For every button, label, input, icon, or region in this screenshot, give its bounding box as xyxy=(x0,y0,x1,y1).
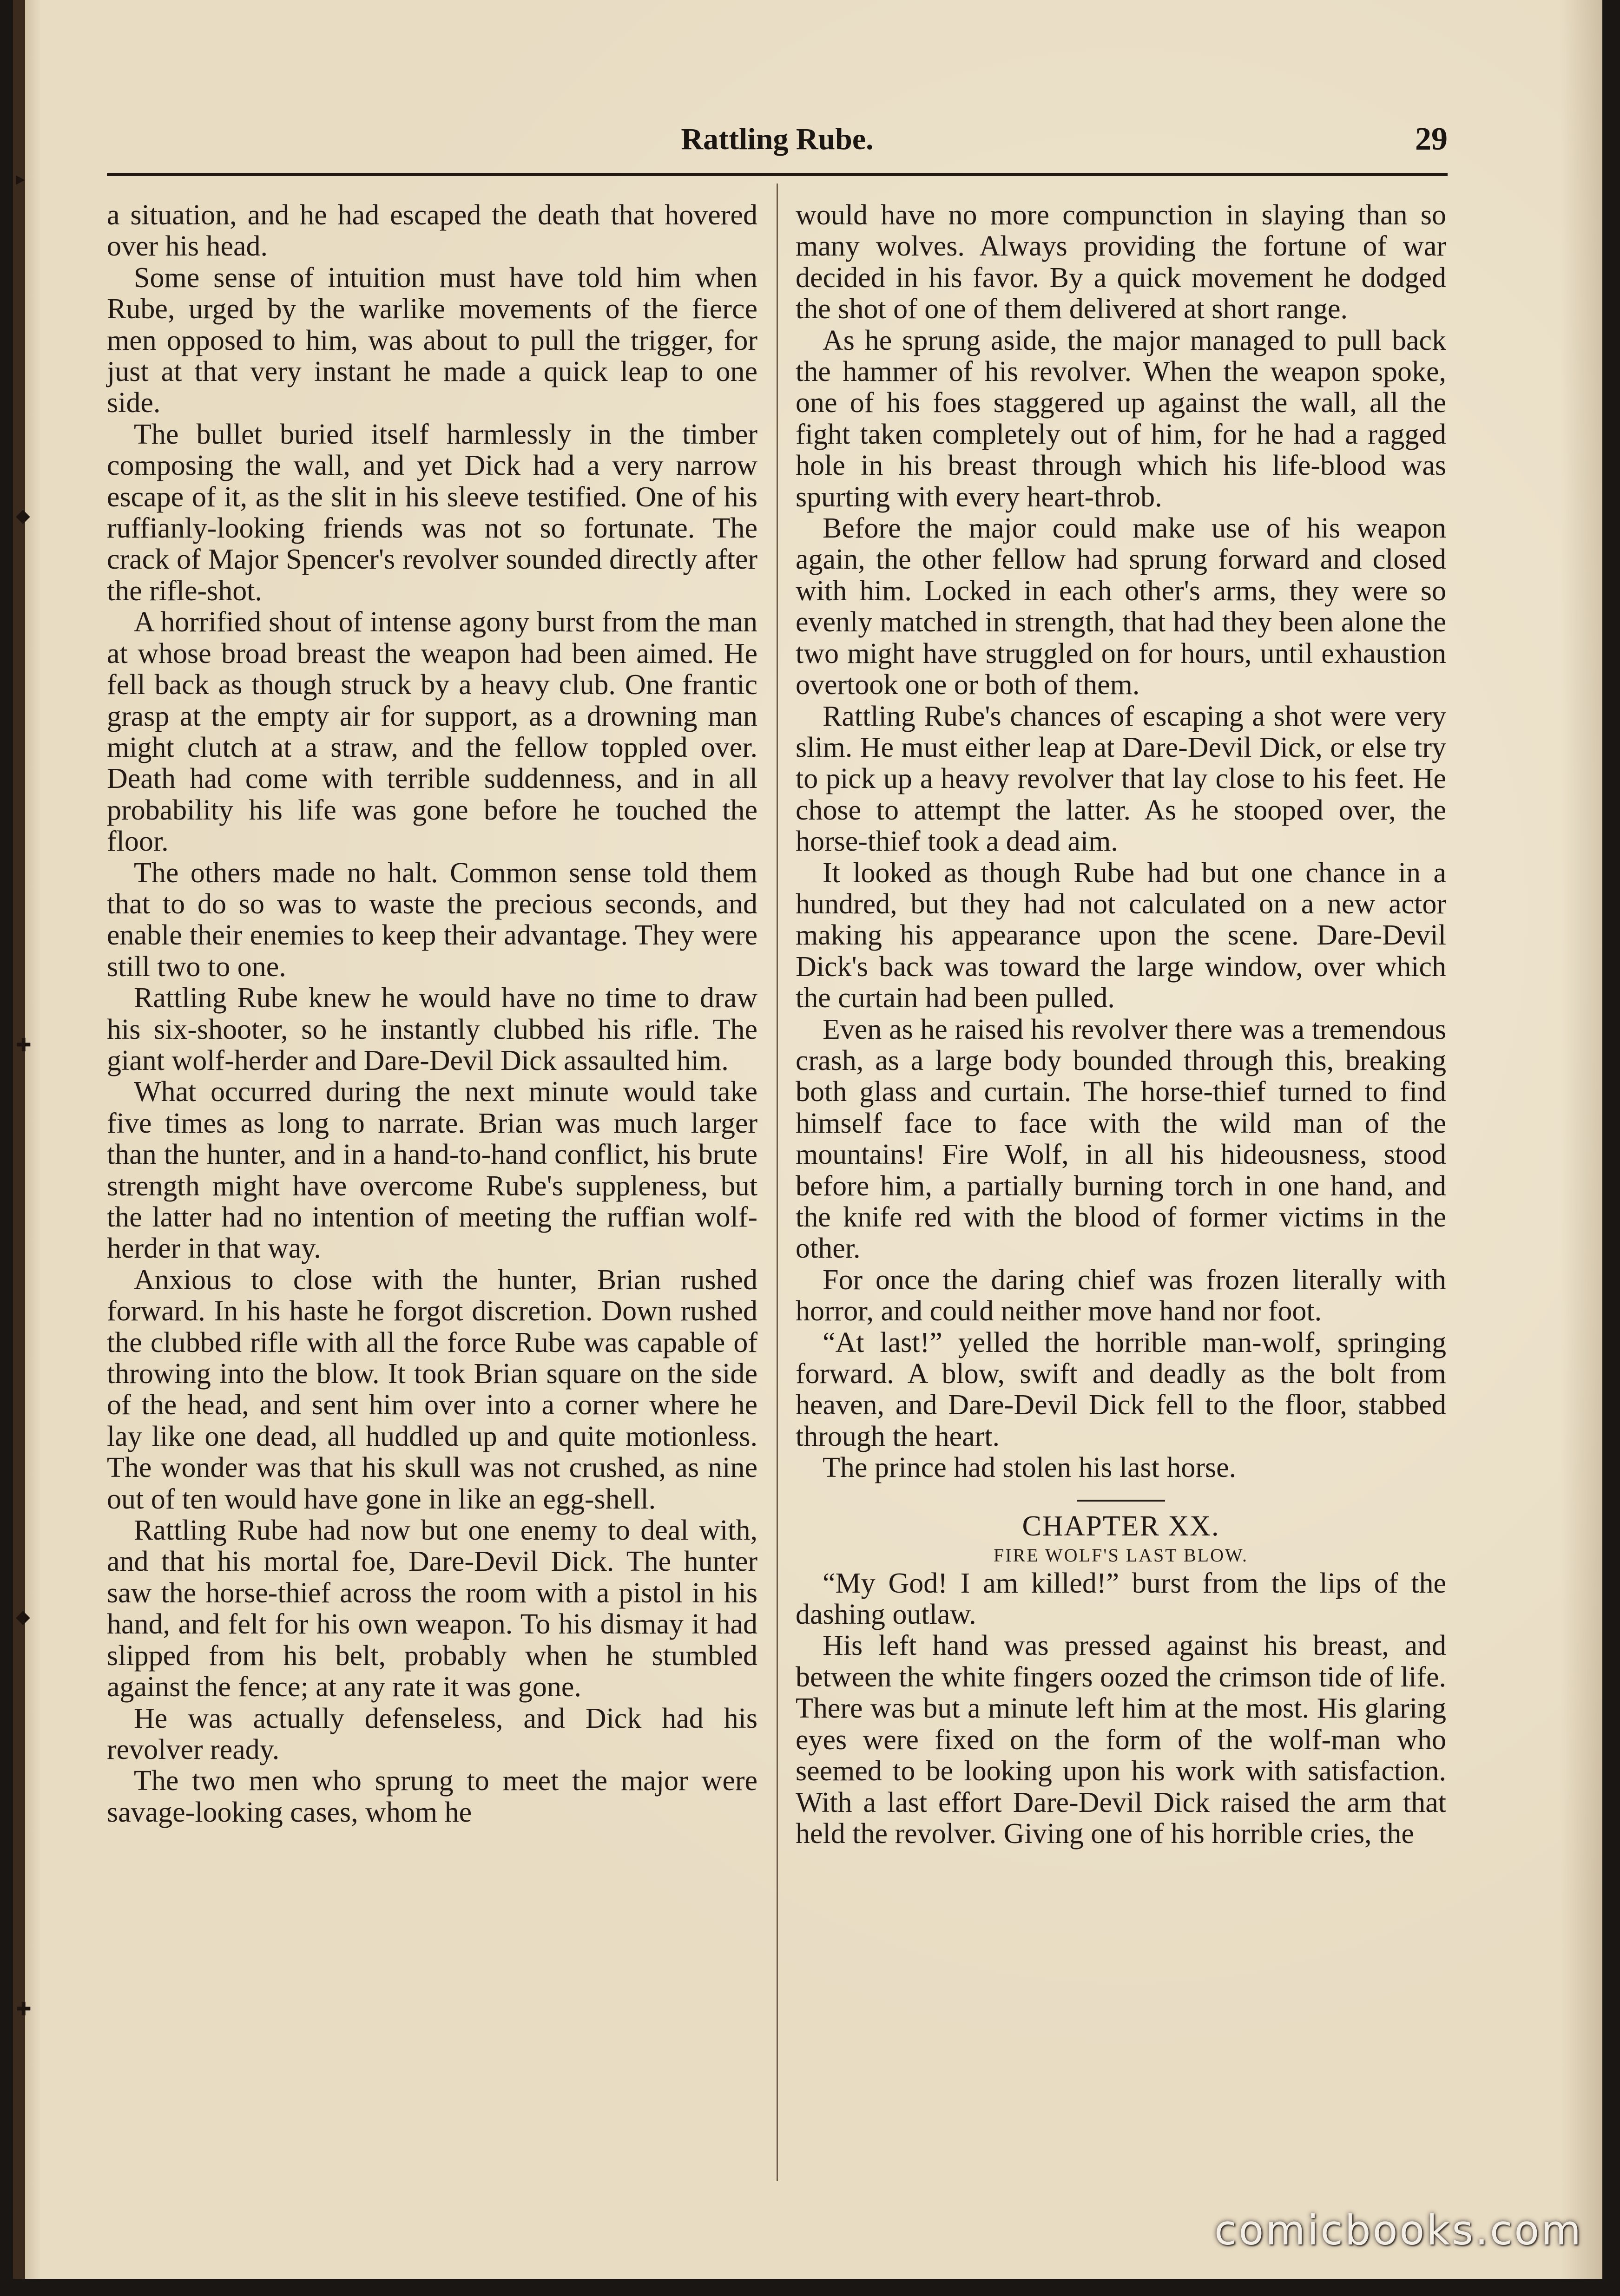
paragraph: Before the major could make use of his weapon again, the other fellow had sprung forward and closed with him. Locked in each other's arms, they were so evenly matched in strength, that had they been alone the two might have struggled on for hours, until exhaustion overtook one or both of them. xyxy=(796,512,1446,701)
left-column xyxy=(107,200,757,1828)
column-divider xyxy=(777,184,778,2181)
paragraph: What occurred during the next minute would take five times as long to narrate. Brian was much larger than the hunter, and in a hand-to-hand conflict, his brute strength might have overcome Rube's suppleness, but the latter had no intention of meeting the ruffian wolf-herder in that way. xyxy=(107,1076,757,1265)
page-header xyxy=(107,118,1448,160)
paragraph: “My God! I am killed!” burst from the lips of the dashing outlaw. xyxy=(796,1567,1446,1631)
chapter-title: CHAPTER XX. xyxy=(1022,1510,1220,1542)
paragraph: a situation, and he had escaped the death that hovered over his head. xyxy=(107,199,757,262)
paragraph: For once the daring chief was frozen literally with horror, and could neither move hand nor foot. xyxy=(796,1264,1446,1327)
paragraph: would have no more compunction in slaying than so many wolves. Always providing the fortune of war decided in his favor. By a quick movement he dodged the shot of one of them delivered at short range. xyxy=(796,199,1446,325)
watermark: comicbooks.com xyxy=(1214,2206,1583,2254)
paragraph: Anxious to close with the hunter, Brian rushed forward. In his haste he forgot discretion. Down rushed the clubbed rifle with all the force Rube was capable of throwing into the blow. It took Brian square on the side of the head, and sent him over into a corner where he lay like one dead, all huddled up and quite motionless. The wonder was that his skull was not crushed, as nine out of ten would have gone in like an egg-shell. xyxy=(107,1264,757,1515)
paragraph: His left hand was pressed against his breast, and between the white fingers oozed the crimson tide of life. There was but a minute left him at the most. His glaring eyes were fixed on the form of the wolf-man who seemed to be looking upon his work with satisfaction. With a last effort Dare-Devil Dick raised the arm that held the revolver. Giving one of his horrible cries, the xyxy=(796,1630,1446,1850)
paragraph: The prince had stolen his last horse. xyxy=(823,1452,1237,1484)
paragraph: Rattling Rube's chances of escaping a shot were very slim. He must either leap at Dare-Devil Dick, or else try to pick up a heavy revolver that lay close to his feet. He chose to attempt the latter. As he stooped over, the horse-thief took a dead aim. xyxy=(796,700,1446,858)
running-title: Rattling Rube. xyxy=(681,122,874,156)
paragraph: “At last!” yelled the horrible man-wolf, springing forward. A blow, swift and deadly as the bolt from heaven, and Dare-Devil Dick fell to the floor, stabbed through the heart. xyxy=(796,1326,1446,1452)
chapter-rule xyxy=(1077,1500,1165,1502)
tab-marker-icon: ✚ xyxy=(16,1999,32,2020)
binding-edge xyxy=(13,0,25,2279)
tab-marker-icon: ▸ xyxy=(16,168,26,190)
paragraph: He was actually defenseless, and Dick had his revolver ready. xyxy=(107,1702,757,1765)
tab-marker-icon: ✚ xyxy=(16,1035,32,1056)
paragraph: As he sprung aside, the major managed to pull back the hammer of his revolver. When the weapon spoke, one of his foes staggered up against the wall, all the fight taken completely out of him, for he had a ragged hole in his breast through which his life-blood was spurting with every heart-throb. xyxy=(796,324,1446,513)
paragraph: The bullet buried itself harmlessly in the timber composing the wall, and yet Dick had a very narrow escape of it, as the slit in his sleeve testified. One of his ruffianly-looking friends was not so fortunate. The crack of Major Spencer's revolver sounded directly after the rifle-shot. xyxy=(107,418,757,607)
paragraph: The two men who sprung to meet the major were savage-looking cases, whom he xyxy=(107,1765,757,1828)
right-column xyxy=(796,200,1446,1850)
paragraph: It looked as though Rube had but one chance in a hundred, but they had not calculated on a new actor making his appearance upon the scene. Dare-Devil Dick's back was toward the large window, over which the curtain had been pulled. xyxy=(796,857,1446,1014)
page-number: 29 xyxy=(1415,121,1448,157)
tab-marker-icon: ◆ xyxy=(16,505,30,526)
paragraph: Rattling Rube knew he would have no time to draw his six-shooter, so he instantly clubbed his rifle. The giant wolf-herder and Dare-Devil Dick assaulted him. xyxy=(107,982,757,1076)
paragraph: Some sense of intuition must have told him when Rube, urged by the warlike movements of the fierce men opposed to him, was about to pull the trigger, for just at that very instant he made a quick leap to one side. xyxy=(107,262,757,419)
paragraph: Even as he raised his revolver there was a tremendous crash, as a large body bounded through this, breaking both glass and curtain. The horse-thief turned to find himself face to face with the wild man of the mountains! Fire Wolf, in all his hideousness, stood before him, a partially burning torch in one hand, and the knife red with the blood of former victims in the other. xyxy=(796,1013,1446,1265)
paragraph: Rattling Rube had now but one enemy to deal with, and that his mortal foe, Dare-Devil Dick. The hunter saw the horse-thief across the room with a pistol in his hand, and felt for his own weapon. To his dismay it had slipped from his belt, probably when he stumbled against the fence; at any rate it was gone. xyxy=(107,1515,757,1703)
paragraph: A horrified shout of intense agony burst from the man at whose broad breast the weapon had been aimed. He fell back as though struck by a heavy club. One frantic grasp at the empty air for support, as a drowning man might clutch at a straw, and the fellow toppled over. Death had come with terrible suddenness, and in all probability his life was gone before he touched the floor. xyxy=(107,606,757,858)
tab-marker-icon: ◆ xyxy=(16,1606,30,1627)
chapter-subtitle: FIRE WOLF'S LAST BLOW. xyxy=(993,1544,1249,1566)
header-rule xyxy=(107,173,1448,176)
paragraph: The others made no halt. Common sense told them that to do so was to waste the precious seconds, and enable their enemies to keep their advantage. They were still two to one. xyxy=(107,857,757,983)
